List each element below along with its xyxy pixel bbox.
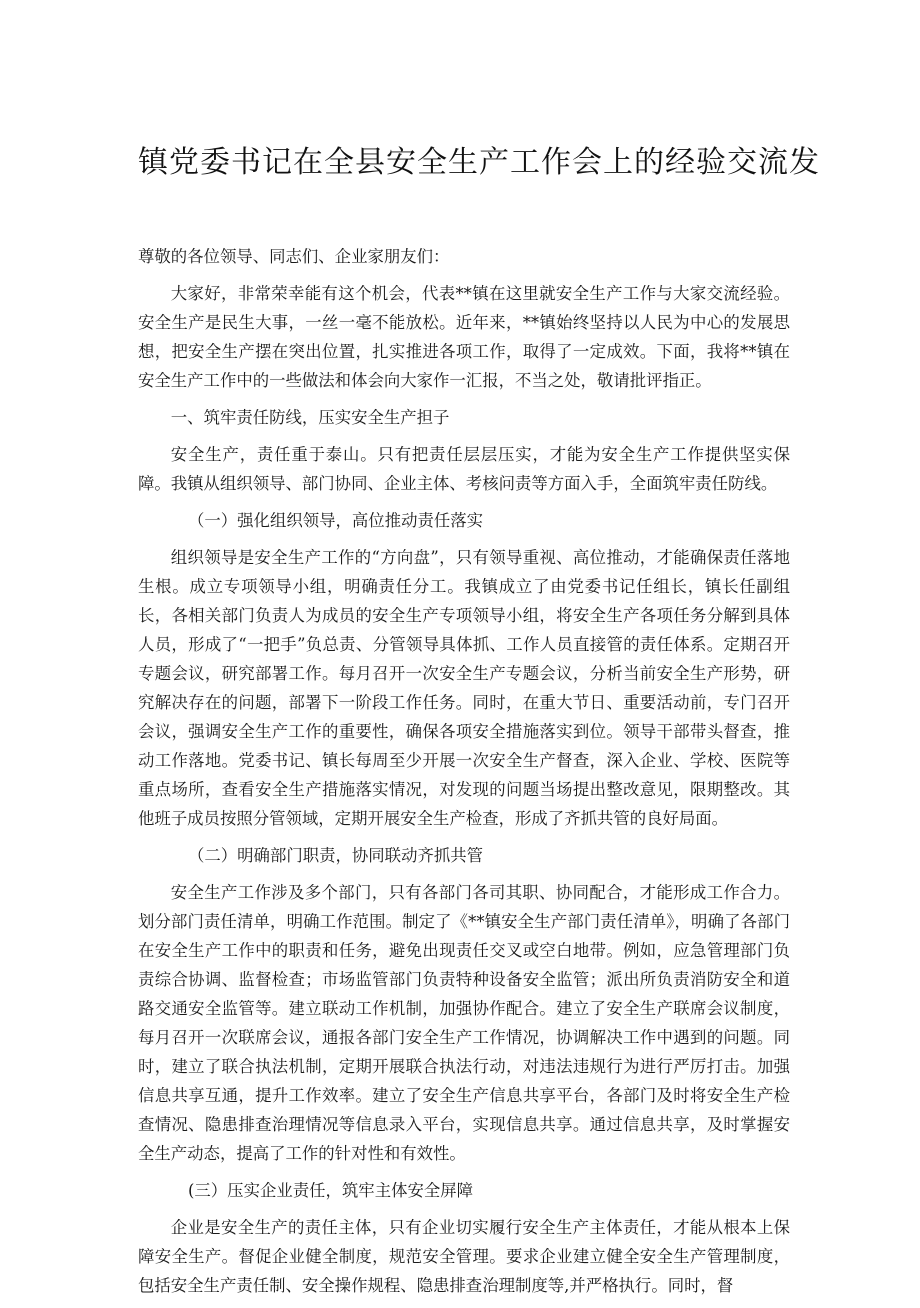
paragraph-subsection-3: 企业是安全生产的责任主体，只有企业切实履行安全生产主体责任，才能从根本上保障安全生产。督促企业健全制度，规范安全管理。要求企业建立健全安全生产管理制度，包括安全生产责任制、安全操作规程、隐患排查治理制度等,并严格执行。同时，督: [138, 1218, 790, 1295]
paragraph-subsection-2: 安全生产工作涉及多个部门，只有各部门各司其职、协同配合，才能形成工作合力。划分部门责任清单，明确工作范围。制定了《**镇安全生产部门责任清单》，明确了各部门在安全生产工作中的职责和任务，避免出现责任交叉或空白地带。例如，应急管理部门负责综合协调、监督检查；市场监管部门负责特种设备安全监管；派出所负责消防安全和道路交通安全监管等。建立联动工作机制，加强协作配合。建立了安全生产联席会议制度，每月召开一次联席会议，通报各部门安全生产工作情况，协调解决工作中遇到的问题。同时，建立了联合执法机制，定期开展联合执法行动，对违法违规行为进行严厉打击。加强信息共享互通，提升工作效率。建立了安全生产信息共享平台，各部门及时将安全生产检查情况、隐患排查治理情况等信息录入平台，实现信息共享。通过信息共享，及时掌握安全生产动态，提高了工作的针对性和有效性。: [138, 883, 790, 1163]
salutation: 尊敬的各位领导、同志们、企业家朋友们：: [138, 247, 450, 266]
subsection-heading-1: （一）强化组织领导，高位推动责任落实: [188, 511, 484, 530]
subsection-heading-3: (三）压实企业责任，筑牢主体安全屏障: [188, 1181, 474, 1200]
document-title: 镇党委书记在全县安全生产工作会上的经验交流发: [138, 145, 820, 180]
paragraph-intro: 大家好，非常荣幸能有这个机会，代表**镇在这里就安全生产工作与大家交流经验。安全生产是民生大事，一丝一毫不能放松。近年来，**镇始终坚持以人民为中心的发展思想，把安全生产摆在突出位置，扎实推进各项工作，取得了一定成效。下面，我将**镇在安全生产工作中的一些做法和体会向大家作一汇报，不当之处，敬请批评指正。: [138, 284, 790, 390]
section-heading-1: 一、筑牢责任防线，压实安全生产担子: [170, 408, 450, 427]
subsection-heading-2: （二）明确部门职责，协同联动齐抓共管: [188, 846, 484, 865]
paragraph-subsection-1: 组织领导是安全生产工作的“方向盘”，只有领导重视、高位推动，才能确保责任落地生根。成立专项领导小组，明确责任分工。我镇成立了由党委书记任组长，镇长任副组长，各相关部门负责人为成员的安全生产专项领导小组，将安全生产各项任务分解到具体人员，形成了“一把手”负总责、分管领导具体抓、工作人员直接管的责任体系。定期召开专题会议，研究部署工作。每月召开一次安全生产专题会议，分析当前安全生产形势，研究解决存在的问题，部署下一阶段工作任务。同时，在重大节日、重要活动前，专门召开会议，强调安全生产工作的重要性，确保各项安全措施落实到位。领导干部带头督查，推动工作落地。党委书记、镇长每周至少开展一次安全生产督查，深入企业、学校、医院等重点场所，查看安全生产措施落实情况，对发现的问题当场提出整改意见，限期整改。其他班子成员按照分管领域，定期开展安全生产检查，形成了齐抓共管的良好局面。: [138, 548, 790, 828]
document-body: [138, 242, 790, 1308]
paragraph-section-1: 安全生产，责任重于泰山。只有把责任层层压实，才能为安全生产工作提供坚实保障。我镇从组织领导、部门协同、企业主体、考核问责等方面入手，全面筑牢责任防线。: [138, 445, 790, 493]
